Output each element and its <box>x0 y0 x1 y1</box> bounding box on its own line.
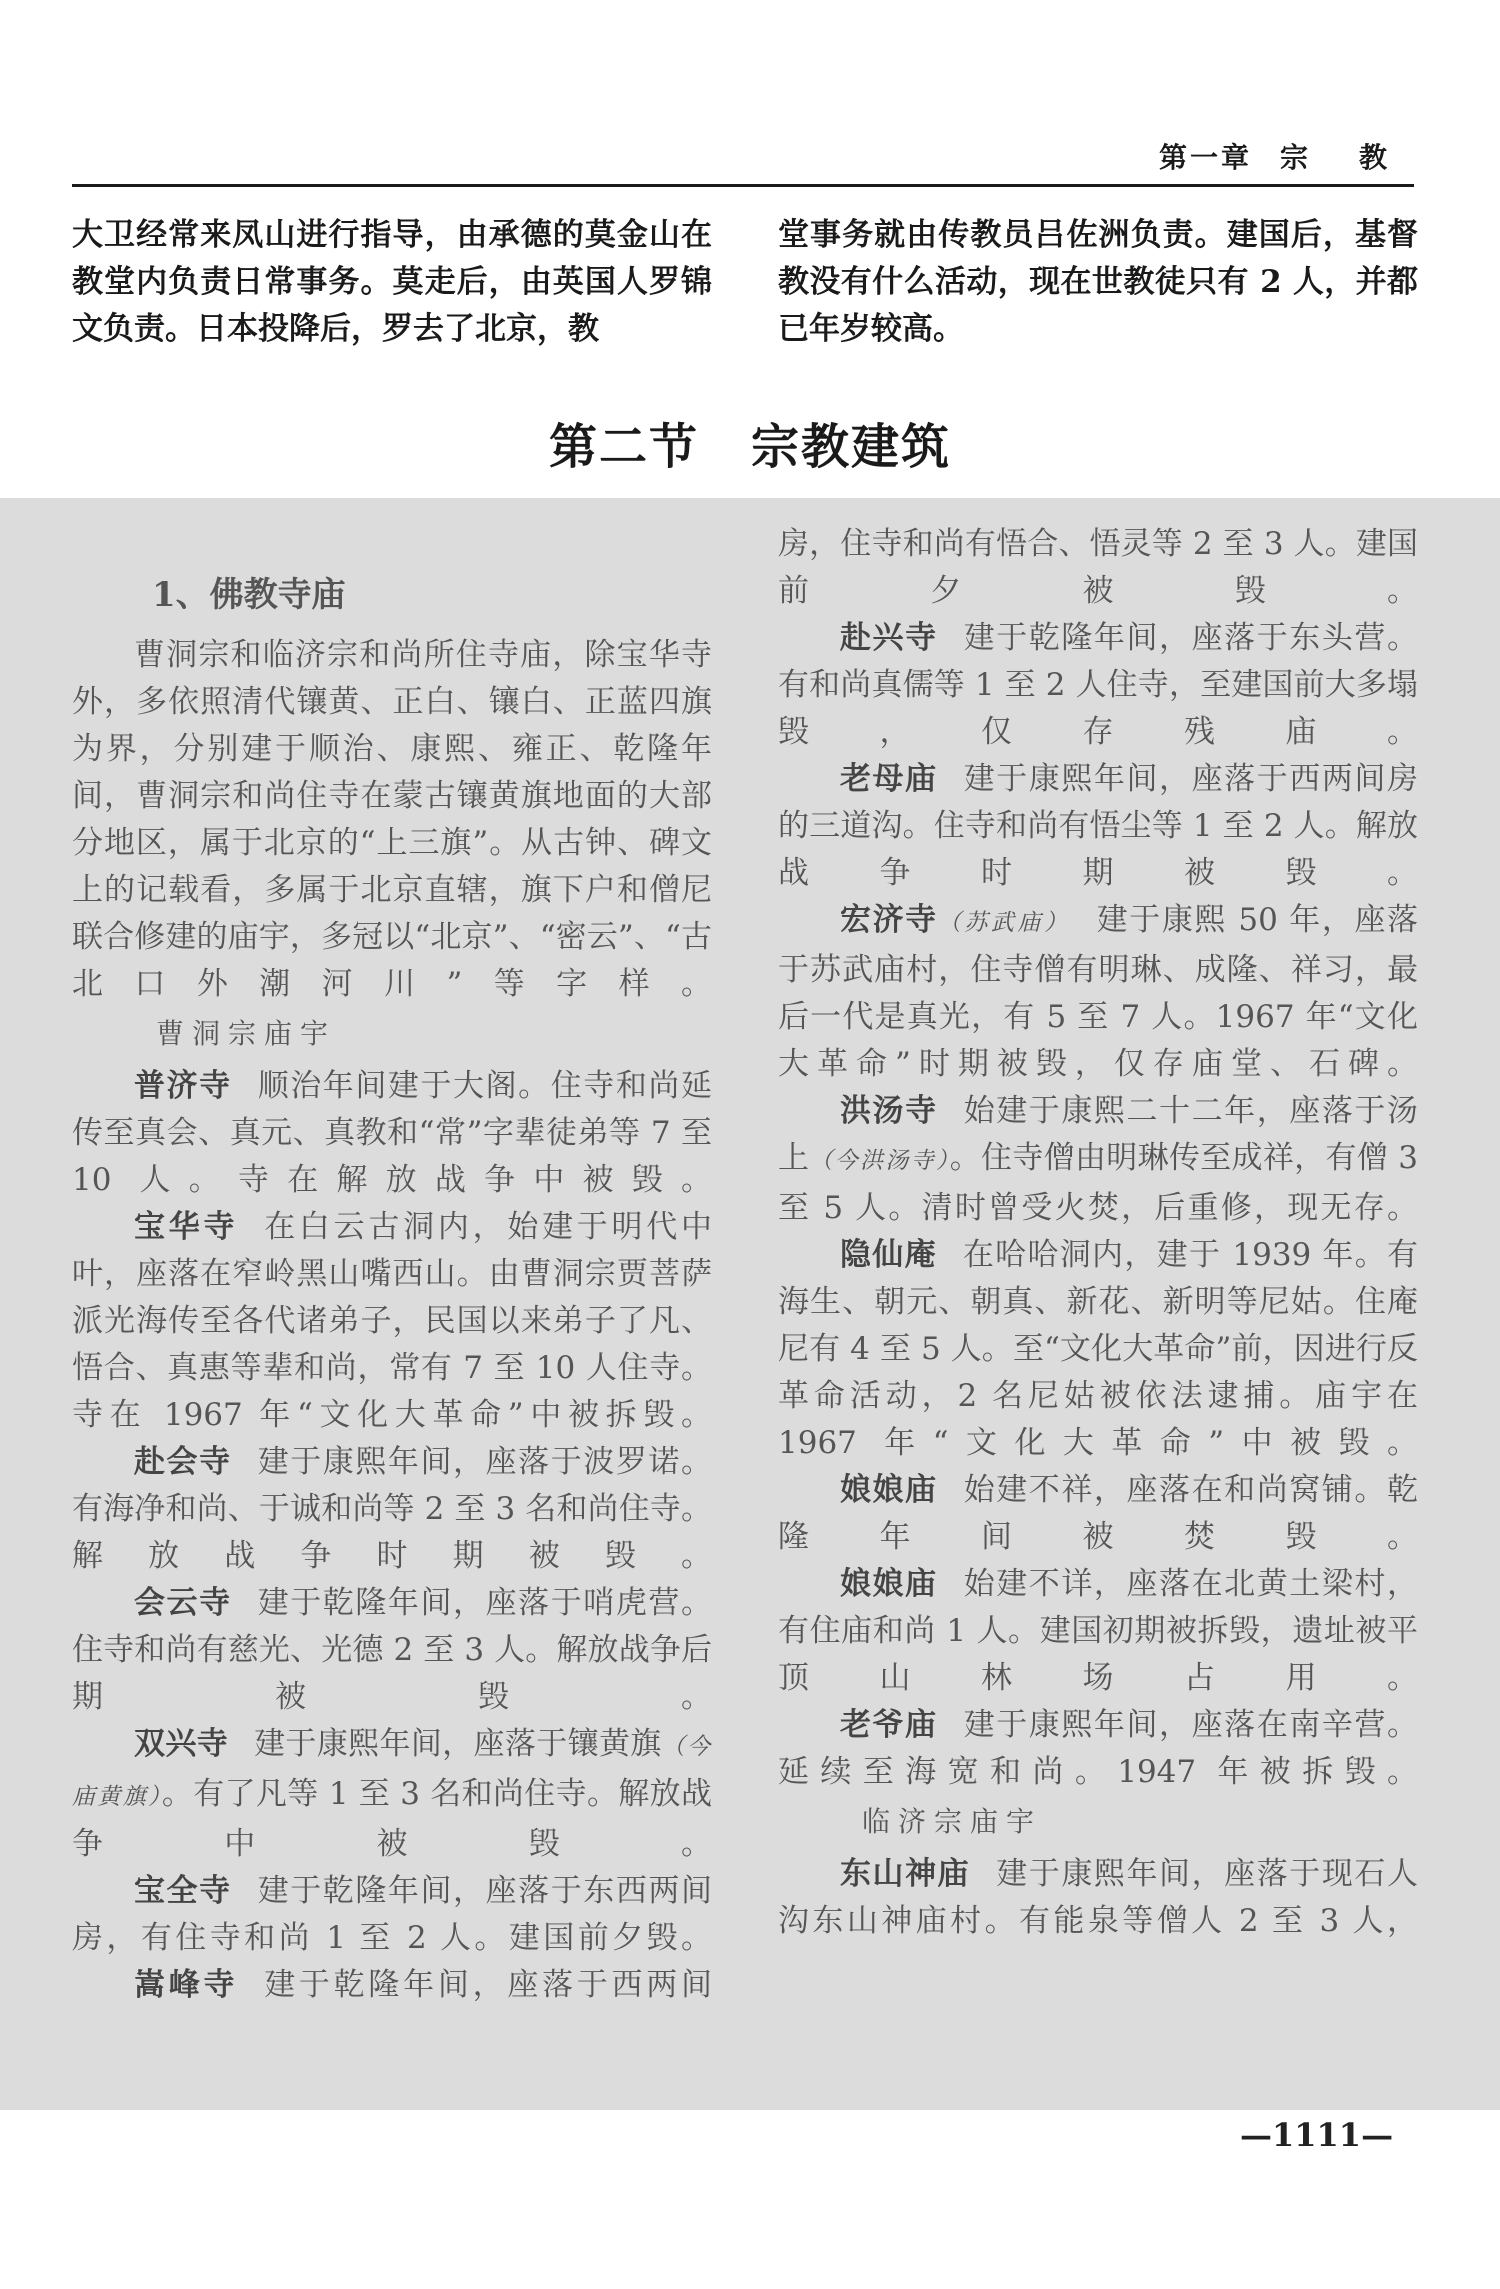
section-number: 第二节 <box>548 419 699 475</box>
temple-entry <box>72 1868 712 1962</box>
temple-text: 建于康熙年间，座落于现石人沟东山神庙村。有能泉等僧人 2 至 3 人， <box>778 1856 1418 1939</box>
body-right-column <box>778 521 1418 1945</box>
temple-name: 赴会寺 <box>134 1444 232 1480</box>
temple-entry <box>778 615 1418 756</box>
temple-name: 隐仙庵 <box>840 1237 937 1273</box>
temple-text: 。住寺僧由明琳传至成祥，有僧 3 至 5 人。清时曾受火焚，后重修，现无存。 <box>778 1140 1419 1226</box>
temple-text: 在白云古洞内，始建于明代中叶，座落在窄岭黑山嘴西山。由曹洞宗贾菩萨派光海传至各代诸弟子，民国以来弟子了凡、悟合、真惠等辈和尚，常有 7 至 10 人住寺。寺在 1967 年“文化大革命”中被拆毁。 <box>72 1209 713 1433</box>
temple-text: 建于康熙年间，座落于镶黄旗 <box>254 1726 662 1762</box>
temple-name: 会云寺 <box>134 1585 232 1621</box>
temple-text: 始建于康熙二十二年，座落于汤上 <box>778 1093 1418 1176</box>
temple-text: 建于乾隆年间，座落于东头营。有和尚真儒等 1 至 2 人住寺，至建国前大多塌毁，仅存残庙。 <box>778 620 1418 750</box>
temple-text: 建于乾隆年间，座落于西两间 <box>264 1967 713 2003</box>
top-right-paragraph: 堂事务就由传教员吕佐洲负责。建国后，基督教没有什么活动，现在世教徒只有 2 人，并都已年岁较高。 <box>778 217 1418 347</box>
temple-name: 嵩峰寺 <box>134 1967 239 2003</box>
temple-text: 始建不详，座落在北黄土梁村，有住庙和尚 1 人。建国初期被拆毁，遗址被平顶山林场占用。 <box>778 1566 1418 1696</box>
top-left-column <box>72 212 712 353</box>
temple-name: 娘娘庙 <box>840 1566 938 1602</box>
temple-entry <box>72 1962 712 2009</box>
temple-name: 双兴寺 <box>134 1726 229 1762</box>
temple-name: 老母庙 <box>840 761 938 797</box>
temple-entry <box>778 756 1418 897</box>
temple-text: 在哈哈洞内，建于 1939 年。有海生、朝元、朝真、新花、新明等尼姑。住庵尼有 4 至 5 人。至“文化大革命”前，因进行反革命活动，2 名尼姑被依法逮捕。庙宇在 1967 年“文化大革命”中被毁。 <box>778 1237 1419 1461</box>
temple-entry <box>72 1580 712 1721</box>
temple-entry <box>778 1702 1418 1796</box>
category-linji: 临济宗庙宇 <box>862 1805 1043 1838</box>
temple-text: 建于康熙年间，座落于波罗诺。有海净和尚、于诚和尚等 2 至 3 名和尚住寺。解放战争时期被毁。 <box>72 1444 712 1574</box>
intro-paragraph: 曹洞宗和临济宗和尚所住寺庙，除宝华寺外，多依照清代镶黄、正白、镶白、正蓝四旗为界，分别建于顺治、康熙、雍正、乾隆年间，曹洞宗和尚住寺在蒙古镶黄旗地面的大部分地区，属于北京的“上三旗”。从古钟、碑文上的记载看，多属于北京直辖，旗下户和僧尼联合修建的庙宇，多冠以“北京”、“密云”、“古北口外潮河川”等字样。 <box>72 637 712 1002</box>
temple-entry <box>778 1232 1418 1467</box>
temple-entry <box>72 1439 712 1580</box>
temple-name: 宝全寺 <box>134 1873 232 1909</box>
temple-name: 宏济寺 <box>840 902 938 938</box>
chapter-label: 第一章 <box>1158 141 1252 174</box>
temple-note: （今庙黄旗） <box>72 1734 713 1810</box>
page-number: —1111— <box>1240 2116 1394 2154</box>
section-name: 宗教建筑 <box>751 419 952 475</box>
temple-name: 老爷庙 <box>840 1707 938 1743</box>
top-left-paragraph: 大卫经常来凤山进行指导，由承德的莫金山在教堂内负责日常事务。莫走后，由英国人罗锦文负责。日本投降后，罗去了北京，教 <box>72 217 712 347</box>
category-caodong: 曹洞宗庙宇 <box>156 1017 337 1050</box>
chapter-title-b: 教 <box>1358 141 1390 174</box>
temple-entry <box>72 1721 712 1868</box>
top-right-column <box>778 212 1418 353</box>
temple-text: 建于乾隆年间，座落于哨虎营。住寺和尚有慈光、光德 2 至 3 人。解放战争后期被毁。 <box>72 1585 712 1715</box>
temple-entry <box>778 897 1418 1088</box>
temple-text: 建于康熙年间，座落在南辛营。延续至海宽和尚。1947 年被拆毁。 <box>778 1707 1418 1790</box>
subheading-buddhist-temples: 1、佛教寺庙 <box>152 575 346 615</box>
temple-entry <box>778 1851 1418 1945</box>
temple-text: 顺治年间建于大阁。住寺和尚延传至真会、真元、真教和“常”字辈徒弟等 7 至 10 人。寺在解放战争中被毁。 <box>72 1068 712 1198</box>
running-head <box>1159 136 1390 176</box>
temple-name: 娘娘庙 <box>840 1472 938 1508</box>
body-left-column <box>72 566 712 2009</box>
temple-name: 洪汤寺 <box>840 1093 938 1129</box>
temple-name: 宝华寺 <box>134 1209 239 1245</box>
temple-entry <box>778 1561 1418 1702</box>
temple-text: 建于康熙 50 年，座落于苏武庙村，住寺僧有明琳、成隆、祥习，最后一代是真光，有 5 至 7 人。1967 年“文化大革命”时期被毁，仅存庙堂、石碑。 <box>778 902 1419 1082</box>
temple-entry <box>778 1467 1418 1561</box>
temple-name: 赴兴寺 <box>840 620 938 656</box>
temple-text: 始建不祥，座落在和尚窝铺。乾隆年间被焚毁。 <box>778 1472 1418 1555</box>
temple-note: （今洪汤寺） <box>809 1148 950 1174</box>
temple-name: 普济寺 <box>134 1068 232 1104</box>
temple-entry <box>778 1088 1418 1232</box>
temple-text: 。有了凡等 1 至 3 名和尚住寺。解放战争中被毁。 <box>72 1776 712 1862</box>
temple-name: 东山神庙 <box>840 1856 971 1892</box>
continued-paragraph: 房，住寺和尚有悟合、悟灵等 2 至 3 人。建国前夕被毁。 <box>778 526 1418 609</box>
temple-text: 建于康熙年间，座落于西两间房的三道沟。住寺和尚有悟尘等 1 至 2 人。解放战争时期被毁。 <box>778 761 1418 891</box>
temple-entry <box>72 1204 712 1439</box>
chapter-title-a: 宗 <box>1279 141 1311 174</box>
temple-note: （苏武庙） <box>937 910 1071 936</box>
temple-text: 建于乾隆年间，座落于东西两间房，有住寺和尚 1 至 2 人。建国前夕毁。 <box>72 1873 712 1956</box>
temple-entry <box>72 1063 712 1204</box>
section-title <box>0 408 1500 477</box>
header-rule <box>72 184 1414 187</box>
